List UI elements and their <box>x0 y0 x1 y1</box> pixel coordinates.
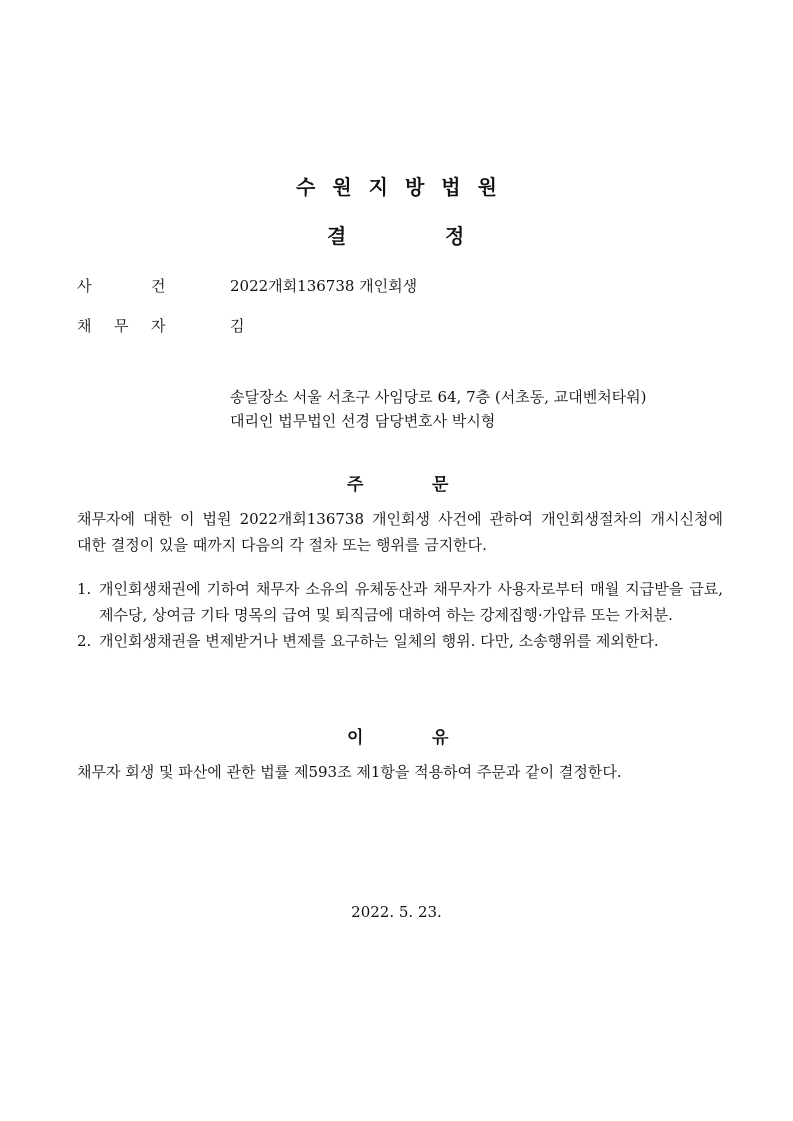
debtor-label-second: 무 <box>114 317 129 335</box>
order-list <box>77 576 723 654</box>
debtor-name: 김 <box>230 317 245 335</box>
list-item <box>77 576 723 628</box>
order-paragraph: 채무자에 대한 이 법원 2022개회136738 개인회생 사건에 관하여 개인회생절차의 개시신청에 대한 결정이 있을 때까지 다음의 각 절차 또는 행위를 금지한다. <box>77 510 723 554</box>
order-title-left: 주 <box>347 475 364 495</box>
reason-title-left: 이 <box>347 728 364 748</box>
reason-paragraph: 채무자 회생 및 파산에 관한 법률 제593조 제1항을 적용하여 주문과 같이 결정한다. <box>77 763 622 781</box>
list-item-text: 개인회생채권에 기하여 채무자 소유의 유체동산과 채무자가 사용자로부터 매월 지급받을 급료, 제수당, 상여금 기타 명목의 급여 및 퇴직금에 대하여 하는 강제집행·가압류 또는 가처분. <box>99 580 723 624</box>
case-number: 2022개회136738 개인회생 <box>230 277 418 295</box>
list-item-number: 1. <box>77 580 92 598</box>
court-name: 수원지방법원 <box>296 175 514 199</box>
order-title-right: 문 <box>432 475 449 495</box>
legal-agent: 대리인 법무법인 선경 담당변호사 박시형 <box>230 412 496 430</box>
doc-type-left: 결 <box>327 224 347 248</box>
list-item-number: 2. <box>77 632 92 650</box>
doc-type-right: 정 <box>445 224 465 248</box>
case-label-first: 사 <box>77 277 92 295</box>
list-item <box>77 628 723 654</box>
debtor-label-third: 자 <box>151 317 166 335</box>
list-item-text: 개인회생채권을 변제받거나 변제를 요구하는 일체의 행위. 다만, 소송행위를 제외한다. <box>99 632 659 650</box>
case-label-second: 건 <box>151 277 166 295</box>
debtor-label-first: 채 <box>77 317 92 335</box>
service-address: 송달장소 서울 서초구 사임당로 64, 7층 (서초동, 교대벤처타워) <box>230 388 647 406</box>
reason-title-right: 유 <box>432 728 449 748</box>
decision-date: 2022. 5. 23. <box>351 903 442 921</box>
